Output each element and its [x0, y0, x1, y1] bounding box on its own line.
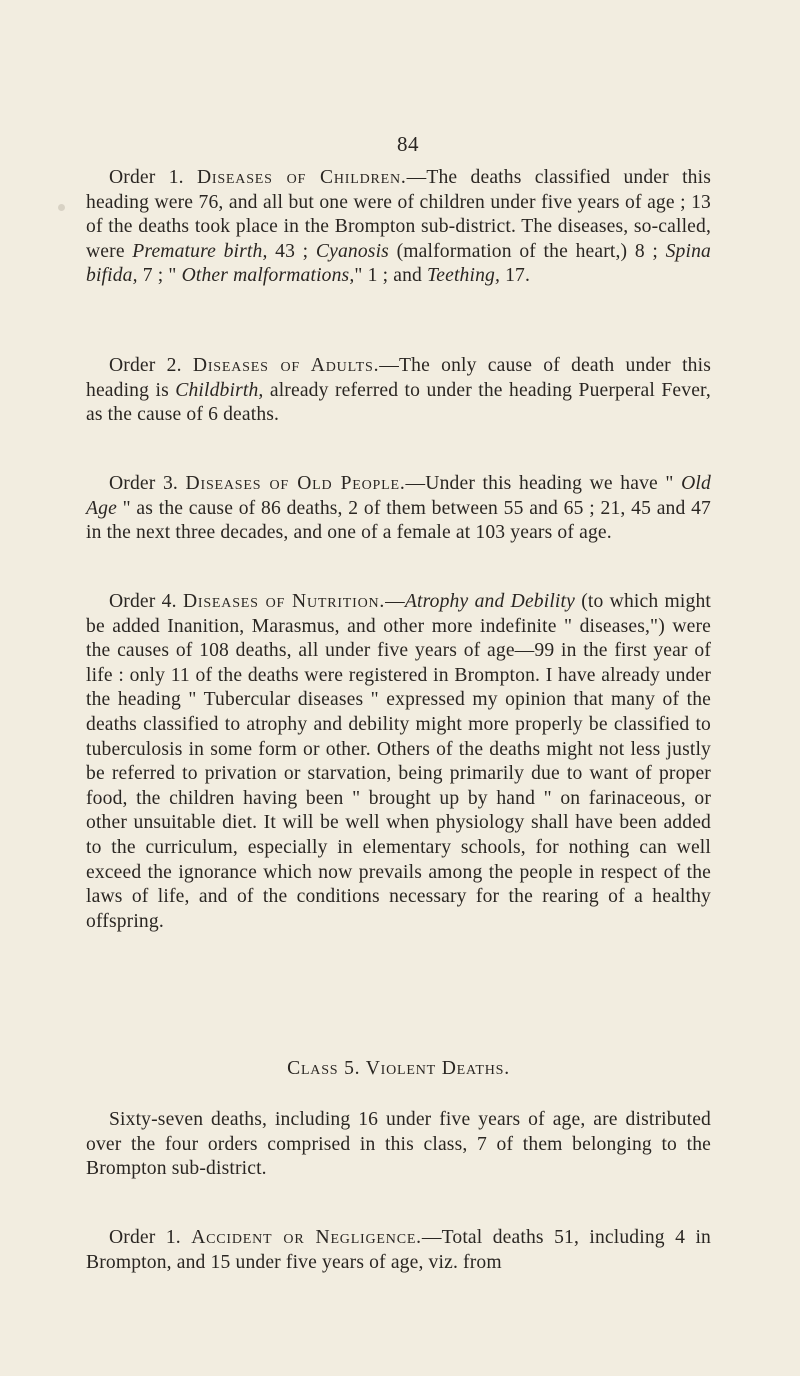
body-text: 7 ; "	[137, 265, 182, 287]
italic-term: Spina bifida,	[86, 240, 711, 287]
paragraph-order-1-children	[86, 166, 711, 289]
body-text: 43 ;	[267, 240, 316, 262]
body-text: —The only cause of death under this heading is	[86, 355, 711, 401]
order-label: Order 4.	[109, 591, 177, 612]
body-text: —Under this heading we have "	[405, 473, 682, 494]
italic-term: Atrophy and Debility	[404, 591, 575, 612]
order-heading: Diseases of Adults.	[192, 355, 380, 376]
order-label: Order 3.	[109, 473, 178, 494]
italic-term: Cyanosis	[315, 240, 389, 262]
body-text: " as the cause of 86 deaths, 2 of them between 55 and 65 ; 21, 45 and 47 in the next three decades, and one of a female at 103 years of age.	[86, 497, 711, 544]
order-label: Order 1.	[109, 167, 184, 188]
body-text: 17.	[500, 265, 531, 287]
paper-blemish	[58, 204, 65, 211]
italic-term: Teething,	[427, 265, 501, 287]
body-text: " 1 ; and	[354, 265, 428, 287]
page-number-text: 84	[397, 132, 419, 156]
italic-term: Old Age	[86, 473, 711, 519]
body-text: (malformation of the heart,) 8 ;	[388, 240, 666, 262]
italic-term: Other malformations,	[181, 265, 355, 287]
order-heading: Accident or Negligence.	[191, 1227, 422, 1248]
order-heading: Diseases of Children.	[196, 167, 407, 188]
order-heading: Diseases of Old People.	[185, 473, 406, 494]
body-text: —Total deaths 51, including 4 in Brompton, and 15 under five years of age, viz. from	[86, 1227, 711, 1273]
body-text: —	[385, 591, 405, 612]
italic-term: Childbirth,	[175, 379, 264, 401]
paragraph-order-1-accident	[86, 1226, 711, 1275]
body-text: (to which might be added Inanition, Marasmus, and other more indefinite " diseases,") were the causes of 108 deaths, all under five years of age—99 in the first year of life : only 11 of the deaths were registered in Brompton. I have already under the heading " Tubercular diseases " expressed my opinion that many of the deaths classified to atrophy and debility might more properly be classified to tuberculosis in some form or other. Others of the deaths might not less justly be referred to privation or starvation, being primarily due to want of proper food, the children having been " brought up by hand " on farinaceous, or other unsuitable diet. It will be well when physiology shall have been added to the curriculum, especially in elementary schools, for nothing can well exceed the ignorance which now prevails among the people in respect of the laws of life, and of the conditions necessary for the rearing of a healthy offspring.	[86, 591, 711, 932]
order-label: Order 2.	[109, 355, 182, 376]
order-heading: Diseases of Nutrition.	[182, 591, 386, 612]
paragraph-order-2-adults	[86, 354, 711, 428]
paragraph-order-4-nutrition	[86, 590, 711, 934]
section-heading-class-5: Class 5. Violent Deaths.	[287, 1058, 510, 1079]
italic-term: Premature birth,	[132, 240, 268, 262]
paragraph-order-3-old-people	[86, 472, 711, 546]
body-text: —The deaths classified under this heading were 76, and all but one were of children under five years of age ; 13 of the deaths took place in the Brompton sub-district. The diseases, so-called, were	[86, 167, 711, 262]
body-text: already referred to under the heading Puerperal Fever, as the cause of 6 deaths.	[86, 379, 711, 426]
paragraph-class-5-intro: Sixty-seven deaths, including 16 under five years of age, are distributed over the four orders comprised in this class, 7 of them belonging to the Brompton sub-district.	[86, 1109, 711, 1180]
order-label: Order 1.	[109, 1227, 181, 1248]
page-number	[0, 132, 800, 157]
